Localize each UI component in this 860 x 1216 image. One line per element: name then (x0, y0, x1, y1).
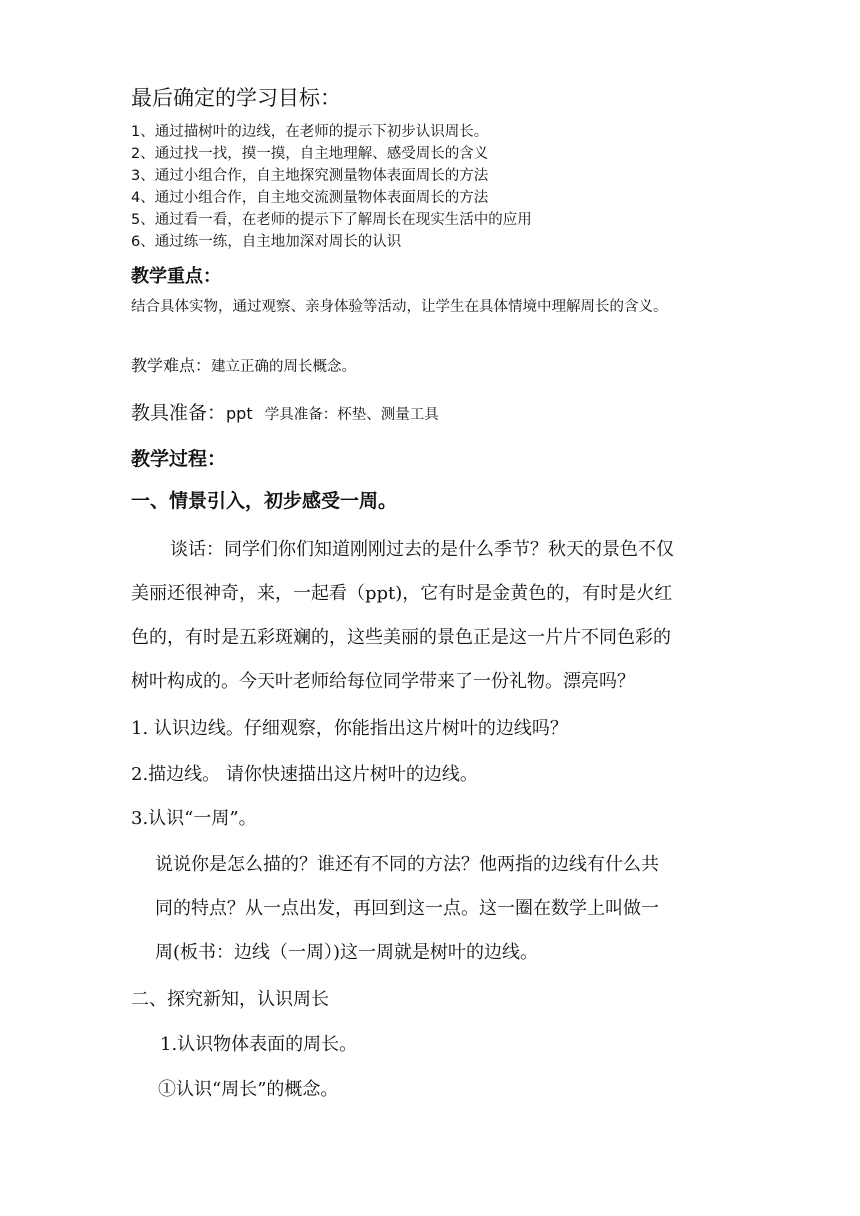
step-2: 2.描边线。 请你快速描出这片树叶的边线。 (131, 764, 478, 785)
difficulty-line (131, 353, 356, 376)
step-3-line: 说说你是怎么描的？谁还有不同的方法？他两指的边线有什么共 (155, 854, 659, 875)
goal-item: 1、通过描树叶的边线，在老师的提示下初步认识周长。 (131, 124, 489, 140)
tools-label: 教具准备： (131, 402, 227, 424)
talk-line: 谈话：同学们你们知道刚刚过去的是什么季节？秋天的景色不仅 (170, 539, 674, 560)
talk-line: 美丽还很神奇，来，一起看（ppt)，它有时是金黄色的，有时是火红 (131, 583, 673, 604)
goal-item: 3、通过小组合作，自主地探究测量物体表面周长的方法 (131, 168, 489, 184)
step-3-line: 周(板书：边线（一周）)这一周就是树叶的边线。 (155, 942, 539, 963)
talk-line: 色的，有时是五彩斑斓的，这些美丽的景色正是这一片片不同色彩的 (131, 627, 671, 648)
key-points-text: 结合具体实物，通过观察、亲身体验等活动，让学生在具体情境中理解周长的含义。 (131, 299, 668, 315)
goal-item: 5、通过看一看，在老师的提示下了解周长在现实生活中的应用 (131, 212, 532, 228)
subsection-1a: ①认识“周长”的概念。 (158, 1079, 339, 1100)
section-1-title: 一、情景引入，初步感受一周。 (131, 490, 398, 512)
step-1: 1. 认识边线。仔细观察，你能指出这片树叶的边线吗？ (131, 718, 568, 739)
goal-item: 2、通过找一找，摸一摸，自主地理解、感受周长的含义 (131, 146, 489, 162)
subsection-1: 1.认识物体表面的周长。 (160, 1034, 358, 1055)
talk-line: 树叶构成的。今天叶老师给每位同学带来了一份礼物。漂亮吗？ (131, 671, 635, 692)
goals-title: 最后确定的学习目标： (131, 86, 341, 110)
goal-item: 4、通过小组合作，自主地交流测量物体表面周长的方法 (131, 190, 489, 206)
tools-text: ppt (226, 404, 253, 423)
difficulty-text: 建立正确的周长概念。 (211, 359, 357, 375)
step-3-line: 同的特点？从一点出发，再回到这一点。这一圈在数学上叫做一 (155, 898, 659, 919)
difficulty-label: 教学难点： (131, 356, 212, 375)
tools-line (131, 398, 439, 425)
step-3: 3.认识“一周”。 (131, 808, 257, 829)
process-title: 教学过程： (131, 448, 227, 470)
goal-item: 6、通过练一练，自主地加深对周长的认识 (131, 234, 402, 250)
student-tools-text: 学具准备：杯垫、测量工具 (264, 407, 439, 423)
key-points-title: 教学重点： (131, 266, 221, 287)
section-2-title: 二、探究新知，认识周长 (131, 989, 329, 1010)
